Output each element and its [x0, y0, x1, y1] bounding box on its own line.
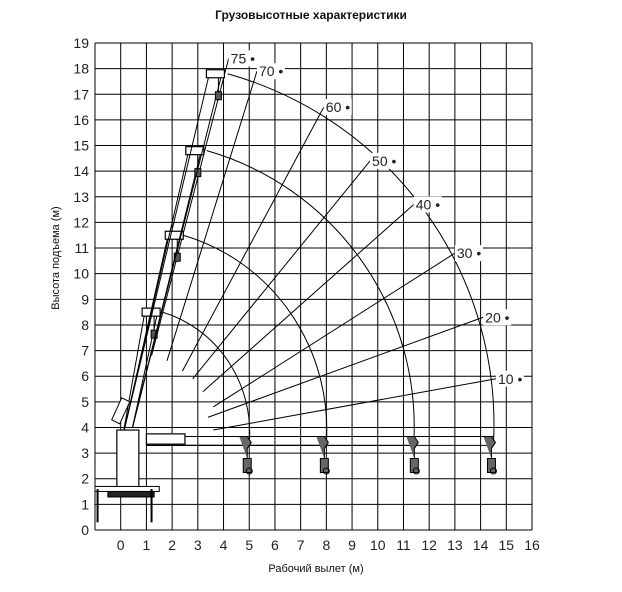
y-tick-label: 0 — [81, 522, 89, 538]
x-tick-label: 9 — [348, 537, 356, 553]
y-tick-label: 18 — [73, 60, 89, 77]
y-tick-label: 8 — [81, 316, 89, 333]
x-tick-label: 0 — [116, 537, 125, 553]
y-tick-label: 15 — [73, 137, 89, 154]
y-tick-label: 17 — [73, 86, 89, 103]
x-tick-label: 8 — [322, 537, 331, 553]
y-tick-label: 13 — [73, 188, 89, 205]
y-tick-label: 10 — [73, 265, 89, 282]
x-tick-label: 6 — [271, 537, 279, 553]
x-tick-label: 3 — [193, 537, 202, 553]
x-tick-label: 10 — [369, 537, 386, 553]
angle-labels — [229, 50, 524, 386]
boom-head — [206, 70, 224, 78]
x-tick-label: 7 — [296, 537, 305, 553]
y-axis-label: Высота подъема (м) — [50, 206, 62, 310]
x-tick-label: 12 — [421, 537, 437, 553]
angle-ray — [203, 204, 414, 391]
x-tick-label: 14 — [472, 537, 489, 553]
x-tick-label: 2 — [168, 537, 177, 553]
x-tick-label: 1 — [142, 537, 151, 553]
angle-ray — [213, 379, 496, 430]
y-tick-label: 2 — [81, 470, 89, 487]
x-axis-label: Рабочий вылет (м) — [268, 563, 364, 575]
crane-base — [95, 398, 185, 523]
y-tick-label: 5 — [81, 393, 89, 410]
x-tick-label: 13 — [447, 537, 463, 553]
y-tick-label: 16 — [73, 111, 89, 128]
chart-title: Грузовысотные характеристики — [215, 8, 407, 22]
x-tick-label: 5 — [245, 537, 254, 553]
y-tick-label: 3 — [81, 445, 89, 462]
boom-edge — [122, 78, 208, 438]
reach-arc — [183, 235, 327, 443]
stowed-hook — [483, 436, 495, 472]
angle-ray — [152, 58, 229, 355]
y-tick-label: 4 — [81, 419, 89, 436]
outrigger-beam — [95, 486, 159, 491]
y-tick-label: 14 — [73, 163, 89, 180]
crane-column — [117, 430, 139, 489]
angle-label: 20 • — [485, 309, 510, 326]
boom-drawings — [122, 70, 496, 474]
y-tick-label: 19 — [73, 35, 89, 51]
boom-edge — [122, 316, 144, 438]
y-tick-label: 7 — [81, 342, 89, 359]
boom-head — [186, 147, 204, 155]
x-tick-label: 11 — [396, 537, 411, 553]
x-tick-label: 4 — [219, 537, 228, 553]
y-tick-label: 12 — [73, 214, 89, 231]
angle-label: 40 • — [415, 196, 441, 213]
y-tick-label: 9 — [81, 291, 89, 308]
angle-label: 50 • — [372, 152, 397, 169]
angle-label: 75 • — [230, 50, 256, 67]
angle-label: 60 • — [325, 99, 351, 116]
angle-label: 70 • — [258, 63, 284, 80]
x-tick-label: 16 — [524, 537, 540, 553]
y-tick-label: 11 — [74, 240, 89, 257]
stowed-hook — [406, 436, 418, 472]
y-tick-label: 1 — [81, 496, 89, 513]
reach-arc — [207, 151, 414, 444]
angle-label: 30 • — [456, 245, 482, 262]
y-tick-label: 6 — [81, 368, 89, 385]
angle-label: 10 • — [498, 370, 523, 387]
stowed-boom-head — [146, 434, 185, 444]
x-tick-label: 15 — [498, 537, 515, 553]
